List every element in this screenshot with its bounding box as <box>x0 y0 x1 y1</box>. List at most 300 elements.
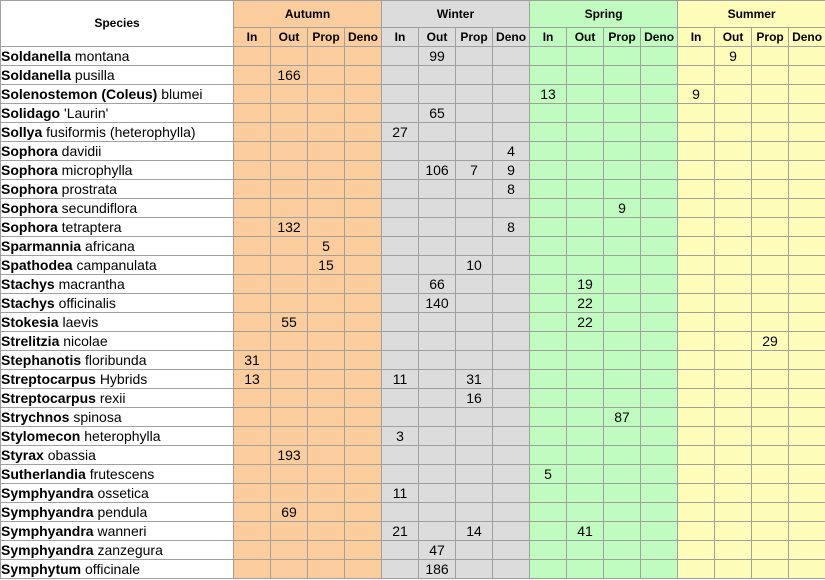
table-row <box>1 332 825 351</box>
value-cell <box>234 123 271 142</box>
genus-name: Stokesia <box>1 313 59 330</box>
genus-name: Sophora <box>1 199 58 216</box>
value-cell <box>789 199 825 218</box>
value-cell: 140 <box>419 294 456 313</box>
value-cell: 69 <box>271 503 308 522</box>
season-header-autumn: Autumn <box>234 1 382 28</box>
value-cell: 166 <box>271 66 308 85</box>
value-cell <box>530 522 567 541</box>
value-cell <box>604 104 641 123</box>
value-cell <box>715 142 752 161</box>
value-cell <box>456 104 493 123</box>
species-name-cell <box>1 275 234 294</box>
value-cell <box>641 389 678 408</box>
value-cell <box>752 85 789 104</box>
value-cell <box>715 541 752 560</box>
value-cell <box>308 66 345 85</box>
value-cell <box>678 256 715 275</box>
value-cell <box>752 313 789 332</box>
value-cell <box>456 275 493 294</box>
value-cell <box>715 161 752 180</box>
value-cell <box>604 256 641 275</box>
value-cell <box>382 142 419 161</box>
value-cell <box>530 389 567 408</box>
value-cell <box>271 522 308 541</box>
value-cell <box>567 541 604 560</box>
species-name-cell <box>1 332 234 351</box>
value-cell <box>345 541 382 560</box>
value-cell <box>715 484 752 503</box>
value-cell <box>493 541 530 560</box>
species-name-cell <box>1 180 234 199</box>
table-row <box>1 370 825 389</box>
value-cell <box>715 180 752 199</box>
value-cell <box>530 484 567 503</box>
value-cell <box>752 66 789 85</box>
value-cell <box>234 408 271 427</box>
value-cell <box>715 256 752 275</box>
value-cell <box>530 275 567 294</box>
species-epithet: ossetica <box>97 484 149 501</box>
value-cell <box>493 389 530 408</box>
value-cell <box>752 503 789 522</box>
value-cell <box>604 294 641 313</box>
value-cell <box>308 218 345 237</box>
species-name-cell <box>1 85 234 104</box>
value-cell <box>530 47 567 66</box>
value-cell <box>641 484 678 503</box>
value-cell <box>234 237 271 256</box>
species-epithet: 'Laurin' <box>64 104 109 121</box>
value-cell <box>530 332 567 351</box>
species-name-cell <box>1 123 234 142</box>
value-cell <box>678 332 715 351</box>
value-cell <box>345 408 382 427</box>
value-cell <box>234 275 271 294</box>
value-cell <box>456 484 493 503</box>
genus-name: Strelitzia <box>1 332 60 349</box>
value-cell: 132 <box>271 218 308 237</box>
table-row <box>1 104 825 123</box>
subcolumn-header-spring-deno: Deno <box>641 28 678 47</box>
value-cell <box>530 408 567 427</box>
value-cell: 11 <box>382 370 419 389</box>
value-cell <box>419 142 456 161</box>
value-cell <box>308 541 345 560</box>
value-cell <box>789 256 825 275</box>
season-header-row <box>1 1 825 28</box>
value-cell <box>752 47 789 66</box>
value-cell <box>789 370 825 389</box>
value-cell <box>308 427 345 446</box>
genus-name: Sophora <box>1 218 58 235</box>
value-cell <box>641 465 678 484</box>
value-cell <box>530 313 567 332</box>
value-cell <box>641 123 678 142</box>
value-cell <box>715 66 752 85</box>
value-cell <box>345 560 382 579</box>
genus-name: Strychnos <box>1 408 70 425</box>
value-cell <box>234 503 271 522</box>
subcolumn-header-autumn-out: Out <box>271 28 308 47</box>
value-cell <box>604 142 641 161</box>
value-cell <box>604 351 641 370</box>
value-cell <box>456 294 493 313</box>
species-name-cell <box>1 484 234 503</box>
subcolumn-header-autumn-prop: Prop <box>308 28 345 47</box>
species-name-cell <box>1 142 234 161</box>
species-name-cell <box>1 522 234 541</box>
value-cell <box>678 275 715 294</box>
value-cell <box>678 389 715 408</box>
value-cell <box>308 161 345 180</box>
value-cell <box>530 104 567 123</box>
table-row <box>1 351 825 370</box>
value-cell <box>493 199 530 218</box>
genus-name: Stachys <box>1 275 55 292</box>
value-cell <box>234 294 271 313</box>
value-cell <box>641 256 678 275</box>
value-cell <box>641 161 678 180</box>
value-cell <box>604 427 641 446</box>
value-cell <box>234 522 271 541</box>
value-cell <box>419 370 456 389</box>
value-cell: 8 <box>493 180 530 199</box>
species-epithet: pendula <box>97 503 148 520</box>
value-cell <box>456 503 493 522</box>
value-cell: 31 <box>456 370 493 389</box>
value-cell <box>419 465 456 484</box>
value-cell <box>641 180 678 199</box>
value-cell: 47 <box>419 541 456 560</box>
value-cell <box>604 123 641 142</box>
value-cell <box>530 256 567 275</box>
value-cell <box>234 180 271 199</box>
value-cell <box>271 332 308 351</box>
table-row <box>1 237 825 256</box>
value-cell <box>308 313 345 332</box>
subcolumn-header-spring-prop: Prop <box>604 28 641 47</box>
value-cell <box>271 541 308 560</box>
value-cell <box>678 503 715 522</box>
value-cell <box>271 161 308 180</box>
value-cell <box>234 446 271 465</box>
value-cell <box>678 294 715 313</box>
table-row <box>1 465 825 484</box>
value-cell <box>530 161 567 180</box>
value-cell <box>345 85 382 104</box>
value-cell <box>382 332 419 351</box>
value-cell <box>789 332 825 351</box>
species-name-cell <box>1 427 234 446</box>
value-cell: 31 <box>234 351 271 370</box>
value-cell <box>271 408 308 427</box>
value-cell <box>715 503 752 522</box>
value-cell <box>641 370 678 389</box>
value-cell <box>456 218 493 237</box>
value-cell <box>789 47 825 66</box>
value-cell <box>789 237 825 256</box>
species-epithet: officinale <box>85 560 141 577</box>
species-column-header: Species <box>1 1 234 47</box>
genus-name: Stephanotis <box>1 351 82 368</box>
value-cell <box>789 161 825 180</box>
value-cell <box>678 123 715 142</box>
value-cell <box>530 123 567 142</box>
genus-name: Solidago <box>1 104 61 121</box>
value-cell <box>308 560 345 579</box>
value-cell <box>678 199 715 218</box>
value-cell <box>530 199 567 218</box>
value-cell <box>752 560 789 579</box>
value-cell <box>641 66 678 85</box>
species-name-cell <box>1 408 234 427</box>
genus-name: Streptocarpus <box>1 370 96 387</box>
value-cell <box>493 370 530 389</box>
value-cell <box>345 104 382 123</box>
table-row <box>1 541 825 560</box>
value-cell <box>234 66 271 85</box>
value-cell <box>308 332 345 351</box>
value-cell <box>715 275 752 294</box>
genus-name: Soldanella <box>1 47 72 64</box>
subcolumn-header-winter-deno: Deno <box>493 28 530 47</box>
value-cell <box>715 522 752 541</box>
value-cell <box>493 332 530 351</box>
value-cell: 9 <box>678 85 715 104</box>
species-name-cell <box>1 256 234 275</box>
value-cell <box>604 446 641 465</box>
value-cell <box>752 275 789 294</box>
value-cell <box>308 503 345 522</box>
value-cell <box>789 104 825 123</box>
species-epithet: prostrata <box>61 180 117 197</box>
species-epithet: pusilla <box>74 66 115 83</box>
value-cell <box>789 85 825 104</box>
value-cell <box>789 142 825 161</box>
value-cell <box>752 104 789 123</box>
value-cell: 13 <box>530 85 567 104</box>
value-cell <box>567 142 604 161</box>
value-cell <box>604 370 641 389</box>
value-cell <box>308 123 345 142</box>
value-cell <box>715 351 752 370</box>
table-row <box>1 66 825 85</box>
subcolumn-header-winter-prop: Prop <box>456 28 493 47</box>
value-cell <box>382 199 419 218</box>
value-cell <box>567 332 604 351</box>
value-cell: 8 <box>493 218 530 237</box>
value-cell: 11 <box>382 484 419 503</box>
value-cell <box>678 237 715 256</box>
value-cell <box>493 85 530 104</box>
table-row <box>1 560 825 579</box>
value-cell: 66 <box>419 275 456 294</box>
value-cell <box>715 446 752 465</box>
value-cell <box>530 294 567 313</box>
value-cell <box>382 503 419 522</box>
value-cell <box>715 370 752 389</box>
genus-name: Symphytum <box>1 560 82 577</box>
table-row <box>1 218 825 237</box>
value-cell <box>678 104 715 123</box>
value-cell <box>456 123 493 142</box>
value-cell <box>678 313 715 332</box>
species-epithet: tetraptera <box>61 218 122 235</box>
value-cell <box>567 427 604 446</box>
value-cell <box>419 313 456 332</box>
genus-name: Spathodea <box>1 256 73 273</box>
value-cell <box>567 256 604 275</box>
value-cell <box>678 427 715 446</box>
species-name-cell <box>1 237 234 256</box>
value-cell <box>604 47 641 66</box>
species-epithet: macrantha <box>58 275 125 292</box>
value-cell <box>789 560 825 579</box>
value-cell: 5 <box>530 465 567 484</box>
value-cell <box>752 199 789 218</box>
value-cell <box>345 313 382 332</box>
value-cell <box>641 85 678 104</box>
species-epithet: Hybrids <box>99 370 148 387</box>
genus-name: Symphyandra <box>1 541 94 558</box>
value-cell <box>752 161 789 180</box>
table-row <box>1 389 825 408</box>
value-cell <box>752 541 789 560</box>
value-cell <box>678 161 715 180</box>
value-cell <box>641 275 678 294</box>
table-row <box>1 161 825 180</box>
value-cell <box>271 199 308 218</box>
value-cell <box>308 47 345 66</box>
value-cell <box>715 408 752 427</box>
value-cell: 13 <box>234 370 271 389</box>
value-cell <box>641 294 678 313</box>
subcolumn-header-summer-deno: Deno <box>789 28 825 47</box>
table-row <box>1 85 825 104</box>
value-cell <box>567 465 604 484</box>
value-cell <box>678 142 715 161</box>
species-epithet: africana <box>85 237 135 254</box>
species-epithet: campanulata <box>76 256 157 273</box>
value-cell <box>345 370 382 389</box>
value-cell <box>604 503 641 522</box>
season-header-summer: Summer <box>678 1 825 28</box>
species-epithet: nicolae <box>63 332 108 349</box>
species-epithet: heterophylla <box>84 427 161 444</box>
value-cell <box>641 446 678 465</box>
value-cell <box>308 199 345 218</box>
species-epithet: davidii <box>61 142 102 159</box>
value-cell <box>419 503 456 522</box>
value-cell <box>530 503 567 522</box>
value-cell <box>456 142 493 161</box>
value-cell <box>271 256 308 275</box>
value-cell <box>419 446 456 465</box>
value-cell <box>604 332 641 351</box>
table-row <box>1 484 825 503</box>
value-cell <box>345 446 382 465</box>
season-header-spring: Spring <box>530 1 678 28</box>
species-name-cell <box>1 351 234 370</box>
genus-name: Sophora <box>1 142 58 159</box>
value-cell <box>493 503 530 522</box>
subcolumn-header-spring-in: In <box>530 28 567 47</box>
value-cell <box>308 484 345 503</box>
value-cell <box>789 351 825 370</box>
species-name-cell <box>1 541 234 560</box>
value-cell <box>382 104 419 123</box>
value-cell <box>271 294 308 313</box>
value-cell <box>271 85 308 104</box>
value-cell <box>567 218 604 237</box>
value-cell <box>234 47 271 66</box>
table-row <box>1 522 825 541</box>
value-cell <box>789 218 825 237</box>
value-cell <box>678 560 715 579</box>
value-cell: 193 <box>271 446 308 465</box>
value-cell <box>493 123 530 142</box>
value-cell: 7 <box>456 161 493 180</box>
species-name-cell <box>1 218 234 237</box>
value-cell <box>715 123 752 142</box>
value-cell <box>345 218 382 237</box>
value-cell <box>752 218 789 237</box>
value-cell <box>456 85 493 104</box>
species-epithet: spinosa <box>73 408 122 425</box>
species-name-cell <box>1 104 234 123</box>
table-row <box>1 275 825 294</box>
value-cell <box>604 66 641 85</box>
value-cell <box>456 199 493 218</box>
season-header-winter: Winter <box>382 1 530 28</box>
value-cell <box>345 180 382 199</box>
value-cell <box>604 85 641 104</box>
value-cell <box>456 541 493 560</box>
value-cell <box>715 389 752 408</box>
value-cell <box>567 370 604 389</box>
value-cell: 22 <box>567 294 604 313</box>
species-name-cell <box>1 370 234 389</box>
value-cell <box>419 522 456 541</box>
value-cell <box>678 351 715 370</box>
species-epithet: floribunda <box>85 351 147 368</box>
species-epithet: obassia <box>47 446 96 463</box>
value-cell <box>567 237 604 256</box>
value-cell <box>382 446 419 465</box>
value-cell <box>567 503 604 522</box>
genus-name: Styrax <box>1 446 44 463</box>
value-cell <box>530 142 567 161</box>
value-cell <box>752 389 789 408</box>
table-row <box>1 427 825 446</box>
value-cell <box>752 294 789 313</box>
value-cell <box>345 275 382 294</box>
value-cell <box>271 370 308 389</box>
value-cell <box>345 332 382 351</box>
value-cell <box>567 484 604 503</box>
value-cell <box>715 237 752 256</box>
subcolumn-header-autumn-in: In <box>234 28 271 47</box>
value-cell <box>715 294 752 313</box>
genus-name: Sophora <box>1 161 58 178</box>
value-cell: 106 <box>419 161 456 180</box>
table-row <box>1 180 825 199</box>
value-cell <box>789 484 825 503</box>
species-name-cell <box>1 465 234 484</box>
value-cell <box>641 332 678 351</box>
value-cell: 5 <box>308 237 345 256</box>
